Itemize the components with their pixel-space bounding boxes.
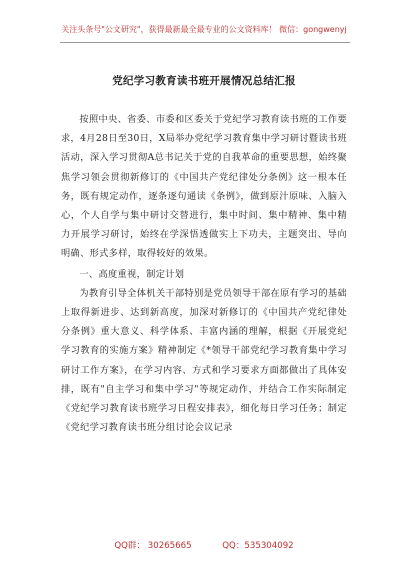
document-title: 党纪学习教育读书班开展情况总结汇报	[112, 75, 296, 87]
paragraph-section-1: 为教育引导全体机关干部特别是党员领导干部在原有学习的基础上取得新进步、达到新高度，加深对新修订的《中国共产党纪律处分条例》重大意义、科学体系、丰富内涵的理解，根据《开展党纪学习教育的实施方案》精神制定《*领导干部党纪学习教育集中学习研讨工作方案》，在学习内容、方式和学习要求方面都做出了具体安排，既有"自主学习和集中学习"等规定动作，并结合工作实际制定《党纪学习教育读书班学习日程安排表》，细化每日学习任务；制定《党纪学习教育读书班分组讨论会议记录	[61, 287, 347, 434]
paragraph-intro: 按照中央、省委、市委和区委关于党纪学习教育读书班的工作要求，4月28日至30日，X局举办党纪学习教育集中学习研讨暨读书班活动，深入学习贯彻A总书记关于党的自我革命的重要思想，始终聚焦学习领会贯彻新修订的《中国共产党纪律处分条例》这一根本任务，既有规定动作，逐条逐句通读《条例》，做到原汁原味、入脑入心，个人自学与集中研讨交替进行，集中时间、集中精神、集中精力开展学习研讨，始终在学深悟透做实上下功夫，主题突出、导向明确、形式多样，取得较好的效果。	[61, 114, 347, 260]
footer-qq-group: QQ群： 30265665	[114, 541, 192, 551]
document-body	[61, 110, 347, 437]
footer-contact	[0, 539, 408, 551]
header-divider	[60, 42, 350, 43]
section-heading-1: 一、高度重视，制定计划	[79, 268, 185, 280]
header-banner: 关注头条号"公文研究"，获得最新最全最专业的公文资料库！ 微信：gongwenyj	[61, 25, 347, 34]
footer-qq: QQ：535304092	[222, 541, 294, 551]
